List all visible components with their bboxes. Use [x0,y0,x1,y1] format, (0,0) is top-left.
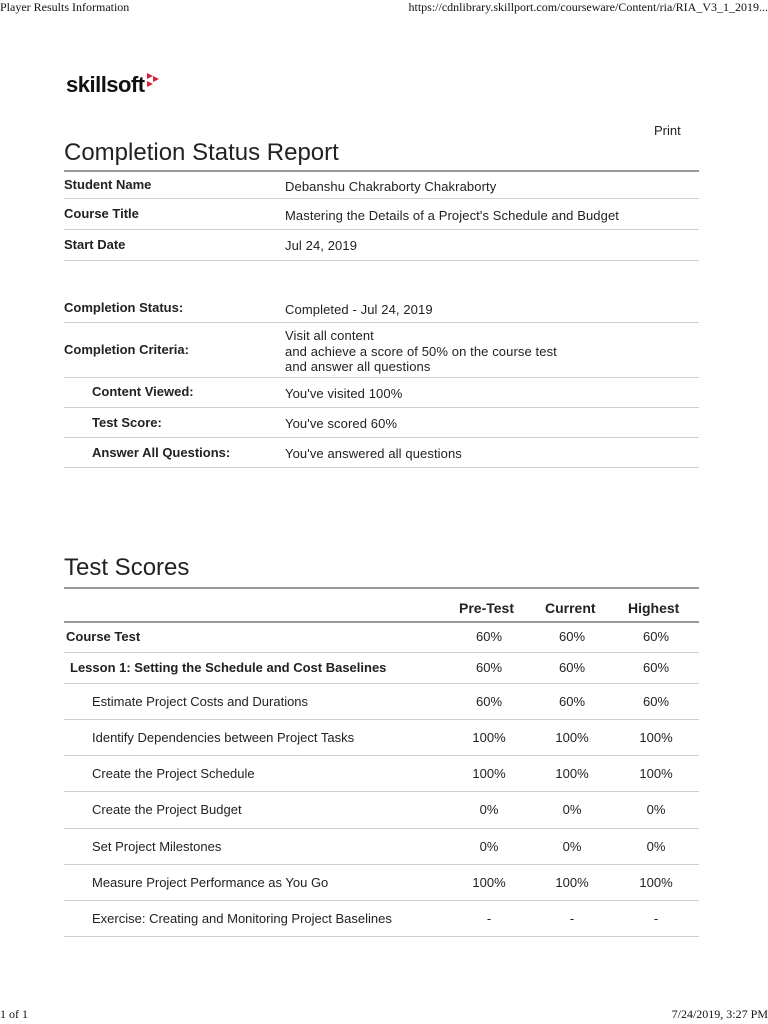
start-date-value: Jul 24, 2019 [285,238,358,253]
course-title-value: Mastering the Details of a Project's Schedule and Budget [285,208,619,223]
highest-score: 100% [639,730,673,745]
criteria-line: Visit all content [285,328,374,343]
divider [64,587,699,589]
row-name: Identify Dependencies between Project Tasks [92,730,355,745]
highest-score: 60% [642,694,670,709]
divider [64,229,699,230]
divider [64,791,699,792]
criteria-line: and answer all questions [285,359,431,374]
pre-test-score: 100% [472,766,506,781]
divider [64,828,699,829]
pre-test-score: - [486,911,492,926]
divider [64,437,699,438]
page-count: 1 of 1 [0,1007,28,1021]
completion-status-value: Completed - Jul 24, 2019 [285,302,433,317]
pre-test-score: 60% [475,660,503,675]
current-score: 60% [558,660,586,675]
column-header-pre-test: Pre-Test [459,600,514,616]
logo-wordmark: skillsoft [66,72,145,97]
content-viewed-value: You've visited 100% [285,386,403,401]
divider [64,170,699,172]
divider [64,260,699,261]
pre-test-score: 100% [472,730,506,745]
current-score: 100% [555,766,589,781]
divider [64,755,699,756]
divider [64,198,699,199]
print-header-title: Player Results Information [0,0,130,14]
divider [64,683,699,684]
divider [64,719,699,720]
current-score: 100% [555,875,589,890]
print-header [0,0,768,16]
pre-test-score: 0% [479,802,499,817]
divider [64,900,699,901]
divider [64,322,699,323]
print-footer [0,1008,768,1024]
completion-criteria-label: Completion Criteria: [64,342,189,357]
answer-all-label: Answer All Questions: [92,445,231,460]
print-timestamp: 7/24/2019, 3:27 PM [671,1007,768,1021]
logo-arrows-icon [146,72,160,88]
student-name-label: Student Name [64,177,152,192]
test-score-label: Test Score: [92,415,162,430]
pre-test-score: 0% [479,839,499,854]
completion-criteria-value [285,328,557,375]
highest-score: 0% [646,839,666,854]
highest-score: 60% [642,660,670,675]
highest-score: 0% [646,802,666,817]
report-title: Completion Status Report [64,139,339,166]
current-score: 0% [562,839,582,854]
divider [64,377,699,378]
highest-score: 100% [639,766,673,781]
row-name: Lesson 1: Setting the Schedule and Cost Baselines [70,660,387,675]
row-name: Exercise: Creating and Monitoring Project Baselines [92,911,392,926]
divider [64,621,699,623]
test-scores-title: Test Scores [64,554,190,581]
pre-test-score: 60% [475,694,503,709]
row-name: Set Project Milestones [92,839,222,854]
highest-score: - [653,911,659,926]
course-title-label: Course Title [64,206,139,221]
divider [64,652,699,653]
current-score: 100% [555,730,589,745]
criteria-line: and achieve a score of 50% on the course test [285,343,557,359]
row-name: Estimate Project Costs and Durations [92,694,309,709]
column-header-highest: Highest [628,600,680,616]
row-name: Create the Project Schedule [92,766,255,781]
row-name: Create the Project Budget [92,802,242,817]
highest-score: 60% [642,629,670,644]
divider [64,936,699,937]
current-score: 0% [562,802,582,817]
test-score-value: You've scored 60% [285,416,398,431]
answer-all-value: You've answered all questions [285,446,462,461]
pre-test-score: 60% [475,629,503,644]
student-name-value: Debanshu Chakraborty Chakraborty [285,179,497,194]
column-header-current: Current [545,600,596,616]
divider [64,407,699,408]
highest-score: 100% [639,875,673,890]
content-viewed-label: Content Viewed: [92,384,194,399]
current-score: - [569,911,575,926]
divider [64,864,699,865]
print-header-url: https://cdnlibrary.skillport.com/courseware/Content/ria/RIA_V3_1_2019... [408,0,768,14]
print-link[interactable]: Print [654,123,681,138]
divider [64,467,699,468]
current-score: 60% [558,629,586,644]
completion-status-label: Completion Status: [64,300,184,315]
current-score: 60% [558,694,586,709]
start-date-label: Start Date [64,237,126,252]
row-name: Course Test [66,629,141,644]
row-name: Measure Project Performance as You Go [92,875,329,890]
skillsoft-logo [66,72,160,102]
pre-test-score: 100% [472,875,506,890]
